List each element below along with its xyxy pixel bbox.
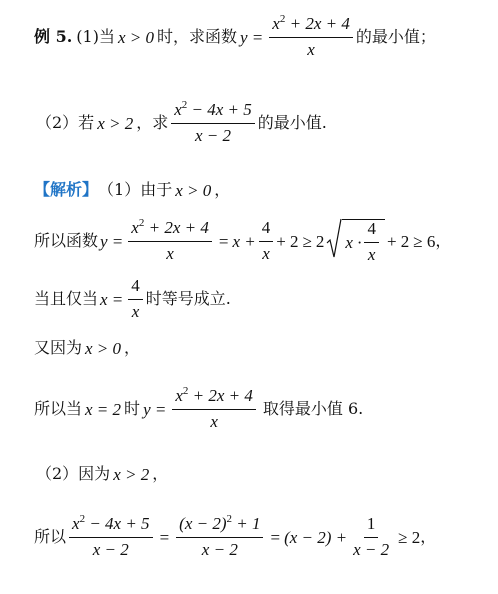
q1-num-sup: 2 xyxy=(279,12,286,25)
l9-f2-den: x − 2 xyxy=(201,539,238,559)
l9-f2-sup: 2 xyxy=(226,512,232,525)
solution-tag: 【解析】 xyxy=(34,180,99,199)
l4-pre: 所以函数 xyxy=(34,231,99,250)
l7-num-sup: 2 xyxy=(182,384,189,397)
l9-eq-1: = xyxy=(159,527,170,547)
derivation-line-3 xyxy=(34,336,498,360)
l5-pre: 当且仅当 xyxy=(34,289,99,308)
l5-den: x xyxy=(131,301,140,321)
q2-mid: ，求 xyxy=(136,113,169,132)
q2-condition: x > 2 xyxy=(97,113,134,133)
q2-item: （2）若 xyxy=(36,113,95,132)
l9-pre: 所以 xyxy=(34,527,67,546)
l7-num-rest: + 2x + 4 xyxy=(188,385,253,405)
l4-fraction-2 xyxy=(259,219,274,263)
l4-fraction-1 xyxy=(128,216,212,263)
l4-f1-rest: + 2x + 4 xyxy=(144,217,209,237)
q1-num-rest: + 2x + 4 xyxy=(285,13,350,33)
l4-rad-x: x · xyxy=(345,233,362,252)
l4-f1-den: x xyxy=(166,243,174,263)
l8-tail: ， xyxy=(152,464,169,483)
l5-fraction xyxy=(128,277,143,321)
l7-lhs: y = xyxy=(143,399,167,419)
l4-f1-sup: 2 xyxy=(138,216,145,229)
l4-plus-2b: + 2 xyxy=(386,231,410,251)
l4-plus-2: + 2 xyxy=(276,231,299,251)
q1-num-x: x xyxy=(272,13,280,33)
solution-tail: ， xyxy=(214,180,231,199)
l5-post: 时等号成立. xyxy=(145,289,231,308)
l9-f2-rest: + 1 xyxy=(232,513,261,533)
l7-fraction xyxy=(172,384,256,431)
l9-f2-num: (x − 2) xyxy=(179,513,227,533)
q1-fraction xyxy=(269,12,353,59)
l9-f1-sup: 2 xyxy=(79,512,86,525)
l4-rad-den: x xyxy=(367,245,376,264)
l4-f1-num-x: x xyxy=(131,217,139,237)
l4-square-root xyxy=(326,217,385,264)
l5-num: 4 xyxy=(128,277,143,300)
q2-num-rest: − 4x + 5 xyxy=(187,99,252,119)
solution-heading xyxy=(34,178,498,202)
l9-f1-den: x − 2 xyxy=(92,539,129,559)
l8-condition: x > 2 xyxy=(113,464,150,484)
q2-post: 的最小值. xyxy=(257,113,327,132)
l4-x-plus: x + xyxy=(232,231,256,251)
l9-fraction-2 xyxy=(176,512,263,559)
l9-f3-den: x − 2 xyxy=(353,539,390,559)
l7-post: 取得最小值 6. xyxy=(262,399,364,418)
q1-pre: 当 xyxy=(98,27,115,46)
l7-num-x: x xyxy=(175,385,183,405)
q2-den: x − 2 xyxy=(194,125,232,145)
l9-tail: ， xyxy=(420,527,437,546)
l4-rad-num: 4 xyxy=(364,220,379,243)
l6-tail: ， xyxy=(124,338,141,357)
q1-condition: x > 0 xyxy=(117,27,154,47)
solution-condition: x > 0 xyxy=(175,180,212,200)
l4-f2-num: 4 xyxy=(259,219,274,242)
q1-item: (1) xyxy=(76,27,99,46)
q2-num-sup: 2 xyxy=(181,98,188,111)
question-1 xyxy=(34,14,498,60)
q1-den: x xyxy=(307,39,315,59)
q1-post: 的最小值； xyxy=(355,27,436,46)
l4-coef-2: 2 xyxy=(315,231,325,251)
l4-eq: = xyxy=(218,231,229,251)
l7-den: x xyxy=(210,411,218,431)
l5-lhs: x = xyxy=(100,289,124,309)
l4-ge: ≥ xyxy=(302,231,312,251)
derivation-line-4 xyxy=(34,386,498,432)
example-label: 例 5. xyxy=(34,27,73,46)
l6-condition: x > 0 xyxy=(85,338,122,358)
l4-rad-fraction xyxy=(364,220,379,264)
l9-mid: (x − 2) + xyxy=(284,527,348,547)
l4-lhs: y = xyxy=(100,231,124,251)
l4-ge-6: ≥ 6 xyxy=(413,231,436,251)
l4-f2-den: x xyxy=(262,243,270,263)
q1-mid: 时，求函数 xyxy=(157,27,238,46)
l9-eq-2: = xyxy=(270,527,281,547)
l4-tail: ， xyxy=(435,231,452,250)
l7-condition: x = 2 xyxy=(85,399,122,419)
l9-ge-2: ≥ 2 xyxy=(398,527,421,547)
l7-mid: 时 xyxy=(124,399,141,418)
l9-f3-num: 1 xyxy=(364,515,379,538)
l9-f1-num-x: x xyxy=(72,513,80,533)
l8-item: （2）因为 xyxy=(36,464,111,483)
derivation-line-1 xyxy=(34,216,498,266)
q1-function-lhs: y = xyxy=(240,27,264,47)
l9-fraction-3 xyxy=(350,515,392,559)
l7-pre: 所以当 xyxy=(34,399,83,418)
q2-fraction xyxy=(171,98,255,145)
derivation-line-5 xyxy=(34,512,498,562)
solution-part-2 xyxy=(36,462,498,486)
l6-pre: 又因为 xyxy=(34,338,83,357)
l9-f1-rest: − 4x + 5 xyxy=(85,513,150,533)
solution-item: （1）由于 xyxy=(98,180,173,199)
l9-fraction-1 xyxy=(69,512,153,559)
derivation-line-2 xyxy=(34,276,498,322)
radical-sign-icon xyxy=(326,217,342,261)
question-2 xyxy=(36,100,498,146)
q2-num-x: x xyxy=(174,99,182,119)
